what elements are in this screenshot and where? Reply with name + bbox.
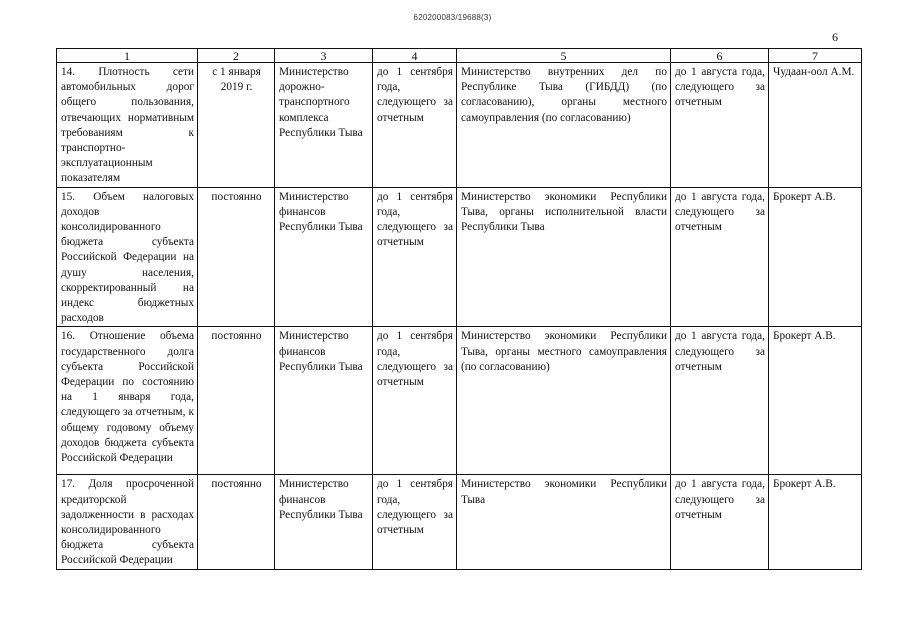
indicator-cell: 17. Доля просроченной кредиторской задолженности в расходах консолидированного бюджета субъекта Российской Федерации: [57, 475, 198, 569]
document-id: 620200083/19688(3): [413, 13, 492, 22]
column-header-3: 3: [275, 49, 373, 63]
table-row: [57, 63, 862, 188]
period-cell: с 1 января 2019 г.: [198, 63, 275, 188]
curator-cell: Брокерт А.В.: [769, 327, 862, 475]
period-cell: постоянно: [198, 187, 275, 327]
submission-deadline-cell: до 1 августа года, следующего за отчетным: [671, 327, 769, 475]
column-header-7: 7: [769, 49, 862, 63]
indicators-table: [56, 48, 862, 570]
curator-cell: Брокерт А.В.: [769, 187, 862, 327]
co-executors-cell: Министерство экономики Республики Тыва, органы местного самоуправления (по согласованию): [457, 327, 671, 475]
responsible-body-cell: Министерство дорожно-транспортного комплекса Республики Тыва: [275, 63, 373, 188]
indicator-cell: 14. Плотность сети автомобильных дорог общего пользования, отвечающих нормативным требованиям к транспортно-эксплуатационным показателям: [57, 63, 198, 188]
period-cell: постоянно: [198, 327, 275, 475]
table-row: [57, 475, 862, 569]
report-deadline-cell: до 1 сентября года, следующего за отчетным: [373, 327, 457, 475]
responsible-body-cell: Министерство финансов Республики Тыва: [275, 327, 373, 475]
column-header-1: 1: [57, 49, 198, 63]
column-header-5: 5: [457, 49, 671, 63]
indicator-cell: 16. Отношение объема государственного долга субъекта Российской Федерации по состоянию на 1 января года, следующего за отчетным, к общему годовому объему доходов бюджета субъекта Российской Федерации: [57, 327, 198, 475]
submission-deadline-cell: до 1 августа года, следующего за отчетным: [671, 63, 769, 188]
curator-cell: Брокерт А.В.: [769, 475, 862, 569]
responsible-body-cell: Министерство финансов Республики Тыва: [275, 475, 373, 569]
column-header-4: 4: [373, 49, 457, 63]
report-deadline-cell: до 1 сентября года, следующего за отчетным: [373, 63, 457, 188]
co-executors-cell: Министерство экономики Республики Тыва, органы исполнительной власти Республики Тыва: [457, 187, 671, 327]
table-header-row: [57, 49, 862, 63]
curator-cell: Чудаан-оол А.М.: [769, 63, 862, 188]
submission-deadline-cell: до 1 августа года, следующего за отчетным: [671, 187, 769, 327]
table-row: [57, 327, 862, 475]
submission-deadline-cell: до 1 августа года, следующего за отчетным: [671, 475, 769, 569]
page-number: 6: [832, 30, 838, 44]
co-executors-cell: Министерство экономики Республики Тыва: [457, 475, 671, 569]
report-deadline-cell: до 1 сентября года, следующего за отчетным: [373, 475, 457, 569]
report-deadline-cell: до 1 сентября года, следующего за отчетным: [373, 187, 457, 327]
indicator-cell: 15. Объем налоговых доходов консолидированного бюджета субъекта Российской Федерации на душу населения, скорректированный на индекс бюджетных расходов: [57, 187, 198, 327]
co-executors-cell: Министерство внутренних дел по Республике Тыва (ГИБДД) (по согласованию), органы местного самоуправления (по согласованию): [457, 63, 671, 188]
table-row: [57, 187, 862, 327]
responsible-body-cell: Министерство финансов Республики Тыва: [275, 187, 373, 327]
column-header-2: 2: [198, 49, 275, 63]
period-cell: постоянно: [198, 475, 275, 569]
column-header-6: 6: [671, 49, 769, 63]
